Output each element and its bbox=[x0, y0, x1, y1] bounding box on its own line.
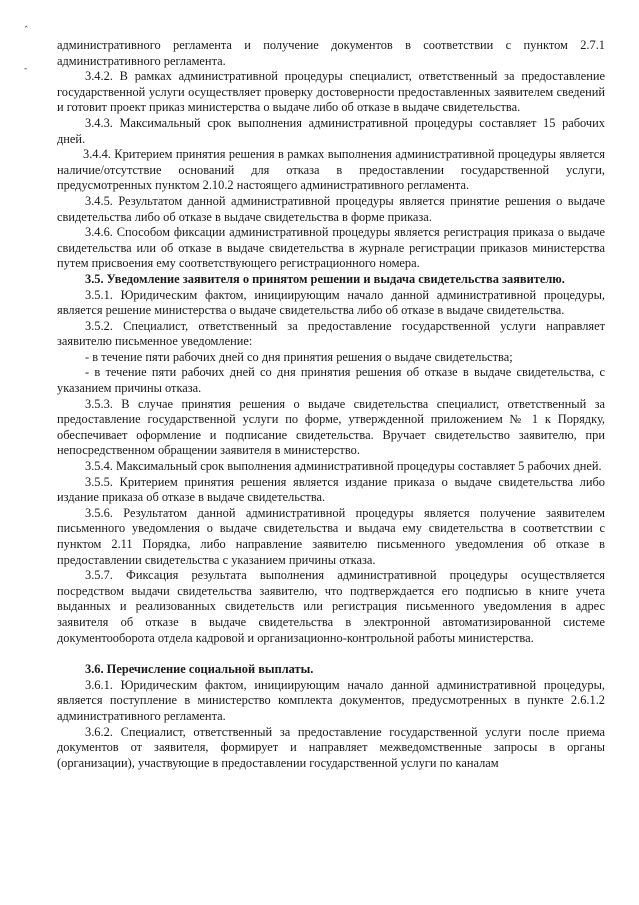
paragraph-3-5-5: 3.5.5. Критерием принятия решения является издание приказа о выдаче свидетельства либо издание приказа об отказе в выдаче свидетельства. bbox=[57, 474, 605, 505]
paragraph-3-5-3: 3.5.3. В случае принятия решения о выдаче свидетельства специалист, ответственный за предоставление государственной услуги по форме, утвержденной приложением № 1 к Порядку, обеспечивает оформление и подписание свидетельства. Вручает свидетельство заявителю, при непосредственном обращении заявителя в министерство. bbox=[57, 396, 605, 458]
list-item-approval: - в течение пяти рабочих дней со дня принятия решения о выдаче свидетельства; bbox=[85, 349, 513, 364]
section-heading-3-6: 3.6. Перечисление социальной выплаты. bbox=[85, 662, 314, 677]
paragraph-3-5-7: 3.5.7. Фиксация результата выполнения административной процедуры осуществляется посредством выдачи свидетельства заявителю, что подтверждается его подписью в книге учета выданных и реализованных свидетельств или регистрация письменного уведомления в адрес заявителя об отказе в выдаче свидетельства в электронной автоматизированной системе документооборота отдела кадровой и организационно-контрольной работы министерства. bbox=[57, 568, 605, 645]
scan-mark-mid: - bbox=[24, 64, 28, 74]
paragraph-3-6-1: 3.6.1. Юридическим фактом, инициирующим начало данной административной процедуры, является поступление в министерство комплекта документов, предусмотренных в пункте 2.6.1.2 административного регламента. bbox=[57, 677, 605, 723]
list-item-refusal: - в течение пяти рабочих дней со дня принятия решения об отказе в выдаче свидетельства, с указанием причины отказа. bbox=[57, 365, 605, 396]
paragraph-continuation: административного регламента и получение документов в соответствии с пунктом 2.7.1 административного регламента. bbox=[57, 38, 605, 68]
paragraph-3-4-5: 3.4.5. Результатом данной административной процедуры является принятие решения о выдаче свидетельства либо об отказе в выдаче свидетельства в форме приказа. bbox=[57, 193, 605, 224]
section-gap bbox=[57, 646, 605, 662]
paragraph-3-4-6: 3.4.6. Способом фиксации административной процедуры является регистрация приказа о выдаче свидетельства или об отказе в выдаче свидетельства в журнале регистрации приказов министерства путем присвоения ему соответствующего регистрационного номера. bbox=[57, 225, 605, 271]
paragraph-3-5-4: 3.5.4. Максимальный срок выполнения административной процедуры составляет 5 рабочих дней. bbox=[85, 459, 602, 474]
paragraph-3-4-3: 3.4.3. Максимальный срок выполнения административной процедуры составляет 15 рабочих дней. bbox=[57, 115, 605, 146]
paragraph-3-4-4: 3.4.4. Критерием принятия решения в рамках выполнения административной процедуры является наличие/отсутствие оснований для отказа в предоставлении государственной услуги, предусмотренных пунктом 2.10.2 настоящего административного регламента. bbox=[57, 147, 605, 193]
section-heading-3-5: 3.5. Уведомление заявителя о принятом решении и выдача свидетельства заявителю. bbox=[85, 271, 565, 286]
paragraph-3-4-2: 3.4.2. В рамках административной процедуры специалист, ответственный за предоставление государственной услуги осуществляет проверку достоверности предоставленных заявителем сведений и готовит проект приказ министерства о выдаче либо об отказе в выдаче свидетельства. bbox=[57, 69, 605, 115]
paragraph-3-5-6: 3.5.6. Результатом данной административной процедуры является получение заявителем письменного уведомления о выдаче свидетельства и выдача ему свидетельства в соответствии с пунктом 2.11 Порядка, либо направление заявителю письменного уведомления об отказе в предоставлении свидетельства с указанием причины отказа. bbox=[57, 505, 605, 567]
paragraph-3-6-2: 3.6.2. Специалист, ответственный за предоставление государственной услуги после приема документов от заявителя, формирует и направляет межведомственные запросы в органы (организации), участвующие в предоставлении государственной услуги по каналам bbox=[57, 724, 605, 770]
document-page bbox=[57, 38, 605, 771]
paragraph-3-5-1: 3.5.1. Юридическим фактом, инициирующим начало данной административной процедуры, является решение министерства о выдаче свидетельства либо об отказе в выдаче свидетельства. bbox=[57, 287, 605, 318]
paragraph-3-5-2: 3.5.2. Специалист, ответственный за предоставление государственной услуги направляет заявителю письменное уведомление: bbox=[57, 318, 605, 349]
scan-mark-top: ˆ bbox=[24, 26, 29, 36]
